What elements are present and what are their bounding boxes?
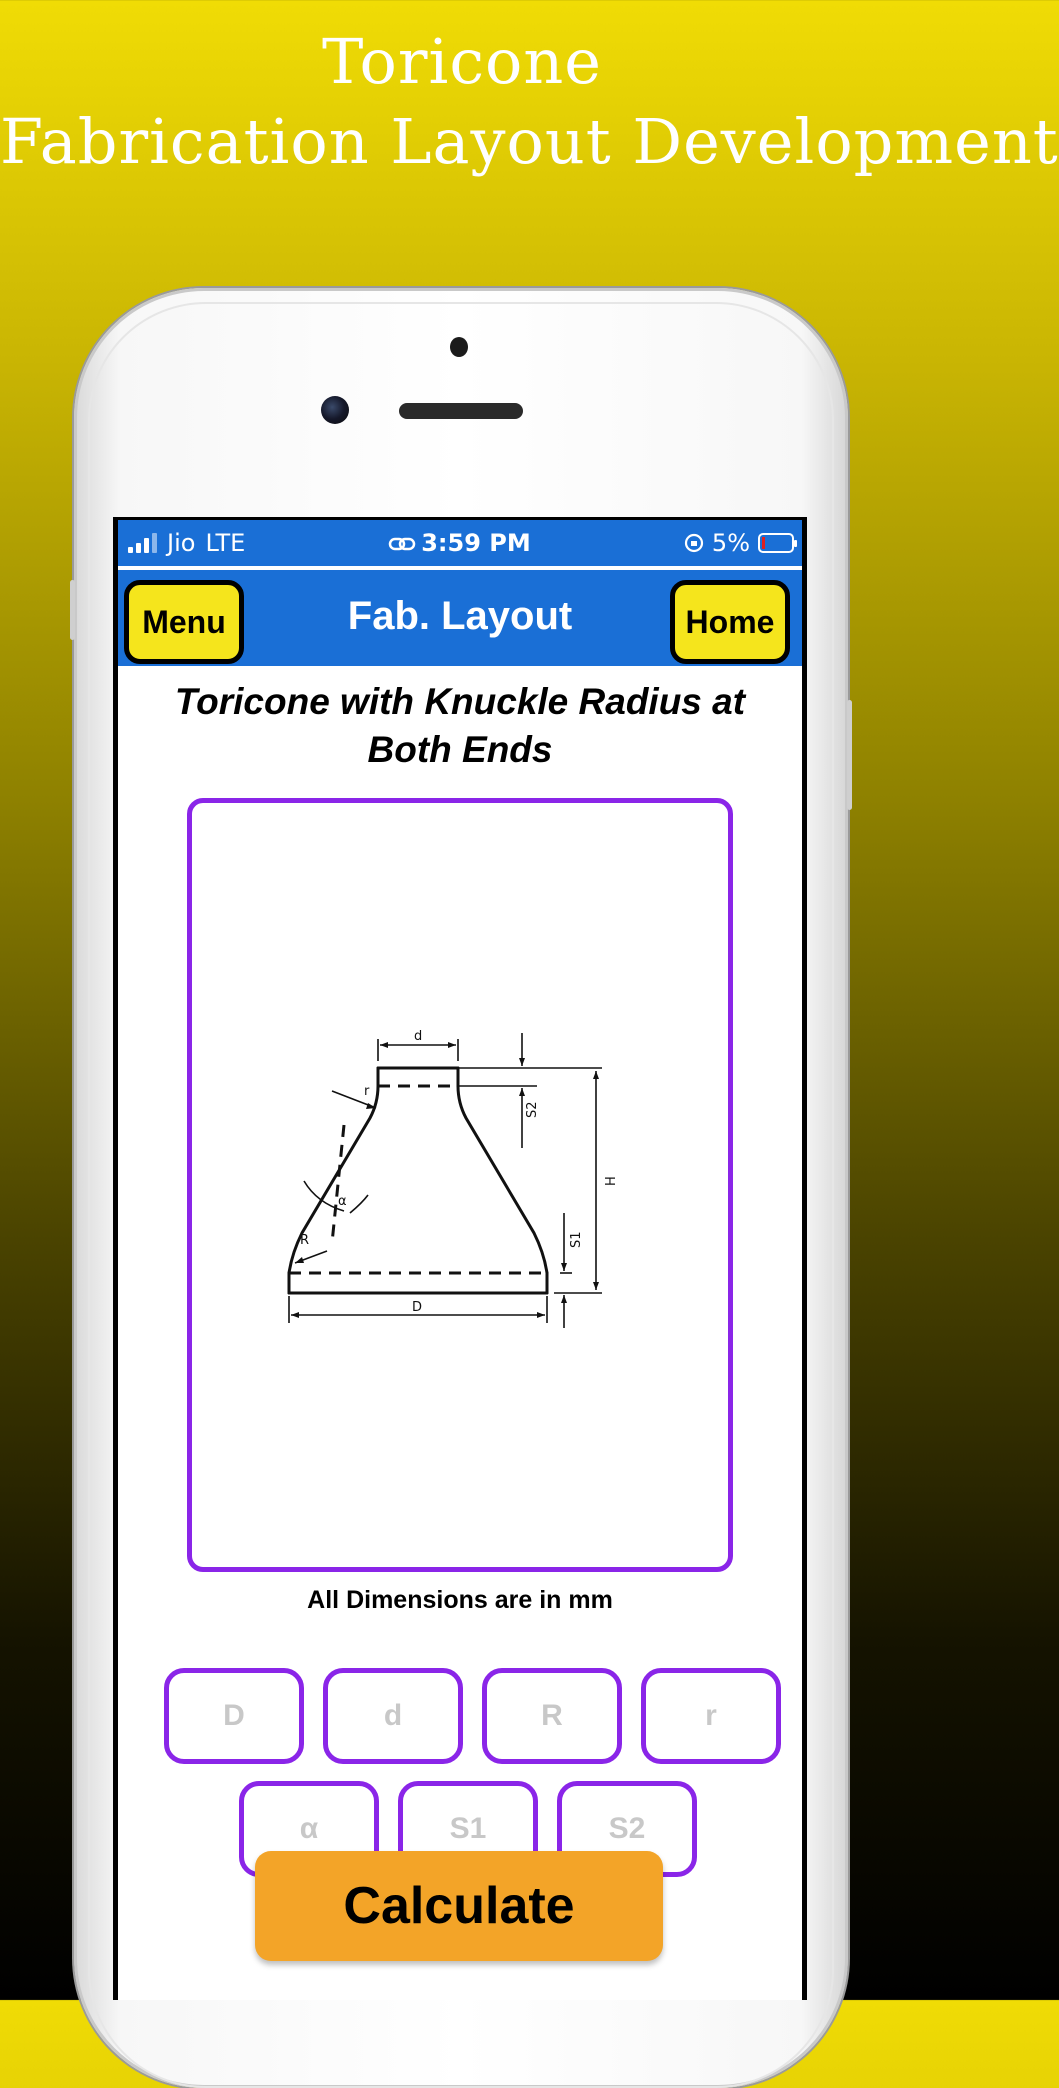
toricone-diagram [192, 803, 728, 1567]
battery-percent: 5% [711, 529, 750, 557]
status-right [684, 529, 794, 557]
promo-title-line2: Fabrication Layout Development [0, 105, 1059, 178]
calculate-button[interactable]: Calculate [255, 1851, 663, 1961]
menu-button[interactable]: Menu [124, 580, 244, 664]
proximity-sensor [450, 337, 468, 357]
earpiece-speaker [399, 403, 523, 419]
diagram-label-alpha: α [338, 1194, 347, 1209]
diagram-label-big-d: D [412, 1300, 423, 1315]
input-S2[interactable]: S2 [557, 1781, 697, 1877]
nav-bar [118, 570, 802, 666]
toricone-diagram-frame [187, 798, 733, 1572]
nav-title: Fab. Layout [347, 594, 573, 638]
link-icon [389, 535, 415, 553]
status-bar [118, 520, 802, 566]
carrier-name: Jio [167, 529, 196, 557]
rotation-lock-icon [684, 533, 704, 553]
page-heading: Toricone with Knuckle Radius at Both Ends [174, 681, 746, 770]
phone-side-button-right [847, 700, 852, 810]
network-type: LTE [205, 529, 246, 557]
diagram-label-r: r [364, 1084, 370, 1099]
diagram-label-s2: S2 [525, 1101, 540, 1118]
home-button[interactable]: Home [670, 580, 790, 664]
phone-screen [113, 517, 807, 2000]
status-time: 3:59 PM [421, 529, 531, 557]
diagram-label-big-r: R [300, 1233, 310, 1248]
promo-title [0, 22, 1059, 182]
input-D[interactable]: D [164, 1668, 304, 1764]
input-R[interactable]: R [482, 1668, 622, 1764]
front-camera [321, 396, 349, 424]
input-alpha[interactable]: α [239, 1781, 379, 1877]
input-r[interactable]: r [641, 1668, 781, 1764]
diagram-label-d: d [414, 1029, 423, 1044]
diagram-label-h: H [604, 1176, 619, 1186]
promo-title-line1: Toricone [321, 25, 602, 98]
battery-icon [758, 533, 794, 553]
app-screen [118, 520, 802, 2000]
phone-side-button-left [70, 580, 75, 640]
diagram-label-s1: S1 [569, 1231, 584, 1248]
input-S1[interactable]: S1 [398, 1781, 538, 1877]
units-note: All Dimensions are in mm [307, 1586, 613, 1614]
input-d[interactable]: d [323, 1668, 463, 1764]
